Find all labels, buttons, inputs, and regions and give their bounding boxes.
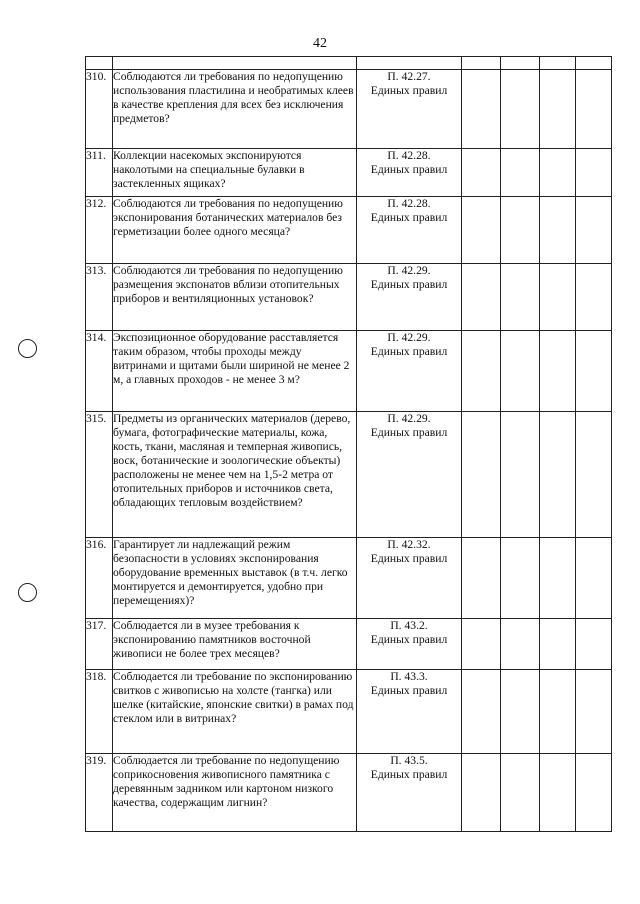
question-text: Соблюдаются ли требования по недопущению экспонирования ботанических материалов без герметизации более одного месяца?	[113, 197, 357, 264]
reference-cell	[357, 754, 462, 832]
answer-cell[interactable]	[462, 264, 501, 331]
reference-cell	[357, 149, 462, 197]
answer-cell[interactable]	[462, 538, 501, 619]
reference-source: Единых правил	[370, 211, 448, 224]
reference-clause: П. 42.32.	[387, 538, 431, 551]
answer-cell[interactable]	[462, 149, 501, 197]
table-row	[86, 70, 612, 149]
answer-cell[interactable]	[540, 538, 576, 619]
item-number: 312.	[86, 197, 113, 264]
item-number: 311.	[86, 149, 113, 197]
table-row	[86, 754, 612, 832]
reference-cell	[357, 619, 462, 670]
table-row	[86, 619, 612, 670]
answer-cell[interactable]	[576, 197, 612, 264]
reference-cell	[357, 197, 462, 264]
answer-cell[interactable]	[576, 538, 612, 619]
answer-cell[interactable]	[576, 754, 612, 832]
reference-source: Единых правил	[370, 426, 448, 439]
table-row	[86, 264, 612, 331]
reference-clause: П. 42.28.	[387, 149, 431, 162]
reference-clause: П. 42.29.	[387, 412, 431, 425]
answer-cell[interactable]	[540, 149, 576, 197]
answer-cell[interactable]	[501, 331, 540, 412]
answer-cell[interactable]	[540, 197, 576, 264]
reference-source: Единых правил	[370, 345, 448, 358]
answer-cell[interactable]	[576, 412, 612, 538]
reference-source: Единых правил	[370, 633, 448, 646]
item-number: 310.	[86, 70, 113, 149]
item-number: 314.	[86, 331, 113, 412]
item-number: 313.	[86, 264, 113, 331]
header-cell	[540, 57, 576, 70]
answer-cell[interactable]	[462, 619, 501, 670]
reference-clause: П. 42.29.	[387, 331, 431, 344]
reference-clause: П. 43.2.	[390, 619, 428, 632]
answer-cell[interactable]	[501, 197, 540, 264]
question-text: Соблюдаются ли требования по недопущению размещения экспонатов вблизи отопительных приборов и вентиляционных установок?	[113, 264, 357, 331]
reference-source: Единых правил	[370, 768, 448, 781]
answer-cell[interactable]	[576, 149, 612, 197]
answer-cell[interactable]	[462, 331, 501, 412]
reference-clause: П. 43.5.	[390, 754, 428, 767]
table-row	[86, 538, 612, 619]
header-cell	[86, 57, 113, 70]
question-text: Коллекции насекомых экспонируются наколотыми на специальные булавки в застекленных ящиках?	[113, 149, 357, 197]
answer-cell[interactable]	[501, 264, 540, 331]
answer-cell[interactable]	[501, 670, 540, 754]
question-text: Соблюдается ли требование по экспонированию свитков с живописью на холсте (тангка) или шелке (китайские, японские свитки) в рамах под стеклом или в витринах?	[113, 670, 357, 754]
table-row	[86, 331, 612, 412]
question-text: Соблюдаются ли требования по недопущению использования пластилина и необратимых клеев в качестве крепления для всех без исключения предметов?	[113, 70, 357, 149]
answer-cell[interactable]	[501, 754, 540, 832]
answer-cell[interactable]	[501, 412, 540, 538]
answer-cell[interactable]	[462, 412, 501, 538]
reference-cell	[357, 331, 462, 412]
item-number: 317.	[86, 619, 113, 670]
reference-source: Единых правил	[370, 684, 448, 697]
answer-cell[interactable]	[462, 197, 501, 264]
header-cell	[501, 57, 540, 70]
answer-cell[interactable]	[501, 619, 540, 670]
question-text: Гарантирует ли надлежащий режим безопасности в условиях экспонирования оборудование временных выставок (в т.ч. легко монтируется и демонтируется, удобно при перемещениях)?	[113, 538, 357, 619]
reference-source: Единых правил	[370, 552, 448, 565]
reference-clause: П. 42.29.	[387, 264, 431, 277]
header-cell	[462, 57, 501, 70]
punch-hole-marker	[18, 583, 37, 602]
answer-cell[interactable]	[462, 670, 501, 754]
page-number: 42	[313, 36, 327, 51]
header-cell	[576, 57, 612, 70]
reference-source: Единых правил	[370, 278, 448, 291]
question-text: Предметы из органических материалов (дерево, бумага, фотографические материалы, кожа, кость, ткани, масляная и темперная живопись, воск, ботанические и зоологические объекты) расположены не менее чем на 1,5-2 метра от отопительных приборов и источников света, обладающих тепловым воздействием?	[113, 412, 357, 538]
reference-clause: П. 42.28.	[387, 197, 431, 210]
answer-cell[interactable]	[540, 331, 576, 412]
answer-cell[interactable]	[576, 264, 612, 331]
reference-source: Единых правил	[370, 163, 448, 176]
reference-cell	[357, 70, 462, 149]
header-cell	[357, 57, 462, 70]
answer-cell[interactable]	[540, 619, 576, 670]
reference-cell	[357, 412, 462, 538]
answer-cell[interactable]	[501, 538, 540, 619]
answer-cell[interactable]	[501, 149, 540, 197]
answer-cell[interactable]	[540, 670, 576, 754]
answer-cell[interactable]	[540, 412, 576, 538]
table-row	[86, 149, 612, 197]
reference-clause: П. 42.27.	[387, 70, 431, 83]
item-number: 318.	[86, 670, 113, 754]
reference-cell	[357, 264, 462, 331]
table-row	[86, 670, 612, 754]
answer-cell[interactable]	[576, 670, 612, 754]
reference-cell	[357, 538, 462, 619]
answer-cell[interactable]	[576, 70, 612, 149]
item-number: 315.	[86, 412, 113, 538]
table-row	[86, 197, 612, 264]
question-text: Соблюдается ли требование по недопущению соприкосновения живописного памятника с деревянным задником или картоном низкого качества, содержащим лигнин?	[113, 754, 357, 832]
item-number: 319.	[86, 754, 113, 832]
answer-cell[interactable]	[462, 70, 501, 149]
answer-cell[interactable]	[576, 619, 612, 670]
answer-cell[interactable]	[540, 70, 576, 149]
punch-hole-marker	[18, 339, 37, 358]
table-row	[86, 412, 612, 538]
answer-cell[interactable]	[501, 70, 540, 149]
checklist-table	[85, 56, 612, 832]
answer-cell[interactable]	[540, 754, 576, 832]
reference-source: Единых правил	[370, 84, 448, 97]
answer-cell[interactable]	[576, 331, 612, 412]
answer-cell[interactable]	[462, 754, 501, 832]
answer-cell[interactable]	[540, 264, 576, 331]
question-text: Соблюдается ли в музее требования к экспонированию памятников восточной живописи не более трех месяцев?	[113, 619, 357, 670]
header-cell	[113, 57, 357, 70]
table-header-row	[86, 57, 612, 70]
question-text: Экспозиционное оборудование расставляется таким образом, чтобы проходы между витринами и щитами были шириной не менее 2 м, а главных проходов - не менее 3 м?	[113, 331, 357, 412]
reference-cell	[357, 670, 462, 754]
item-number: 316.	[86, 538, 113, 619]
reference-clause: П. 43.3.	[390, 670, 428, 683]
